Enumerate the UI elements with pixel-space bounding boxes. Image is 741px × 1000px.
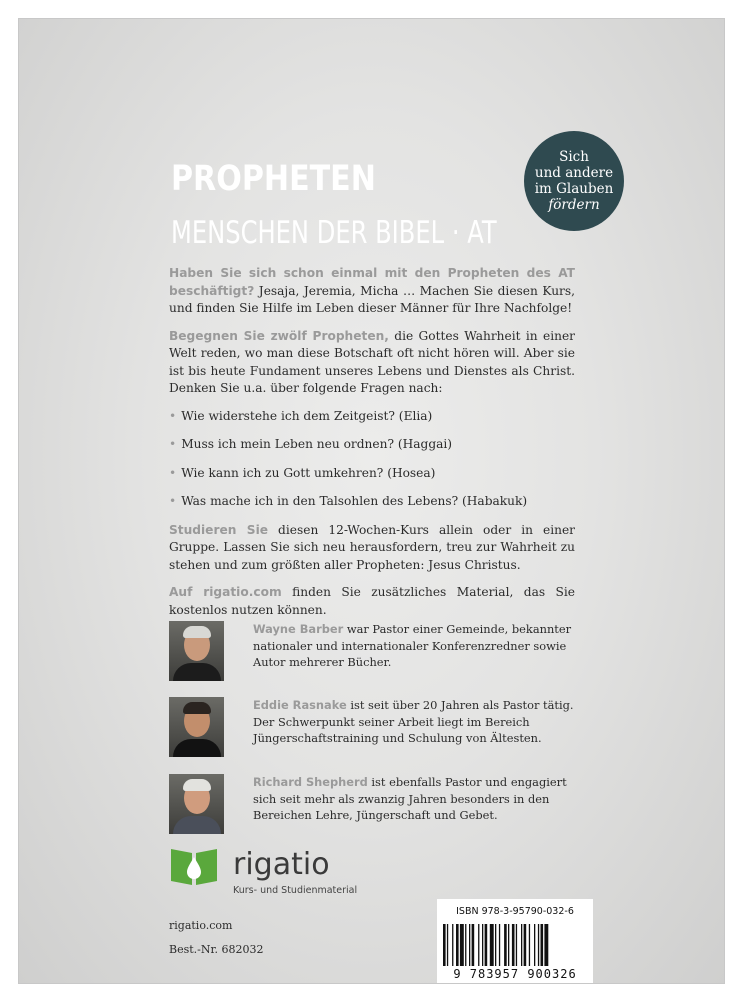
blurb-paragraph [169,328,575,398]
publisher-logo-text: rigatio [233,847,330,882]
list-item: • Wie kann ich zu Gott umkehren? (Hosea) [169,465,436,480]
author-name: Wayne Barber [253,622,344,636]
badge-line: im Glauben [534,181,614,197]
author-eddie-rasnake [169,697,589,759]
book-with-drop-icon [169,845,219,887]
author-bio: Wayne Barber war Pastor einer Gemeinde, bekannter nationaler und internationaler Konferenzredner sowie Autor mehrerer Bücher. [253,622,572,669]
badge-line: Sich [559,149,589,165]
list-item: • Was mache ich in den Talsohlen des Lebens? (Habakuk) [169,494,528,508]
bullet-icon: • [169,465,177,480]
paragraph-text: Jesaja, Jeremia, Micha … Machen Sie diesen Kurs, und finden Sie Hilfe im Leben dieser Männer für Ihre Nachfolge! [169,283,575,315]
author-photo [169,697,224,757]
paragraph-text: diesen 12-Wochen-Kurs allein oder in einer Gruppe. Lassen Sie sich neu herausfordern, treu zur Wahrheit zu stehen und zum größten aller Propheten: Jesus Christus. [169,522,575,572]
publisher-website: rigatio.com [169,919,233,932]
list-item: • Wie widerstehe ich dem Zeitgeist? (Elia) [169,408,433,423]
author-richard-shepherd [169,774,589,836]
paragraph-text: die Gottes Wahrheit in einer Welt reden, wo man diese Botschaft oft nicht hören will. Aber sie ist bis heute Fundament unseres Lebens und Dienstes als Christ. Denken Sie u.a. über folgende Fragen nach: [169,328,575,395]
series-badge [524,131,624,231]
blurb-paragraph [169,584,575,619]
isbn-label: ISBN 978-3-95790-032-6 [456,906,574,917]
badge-line: fördern [548,197,600,213]
barcode [437,899,593,983]
bullet-icon: • [169,494,177,508]
author-wayne-barber [169,621,589,683]
barcode-bars [443,924,587,966]
blurb-paragraph [169,265,575,318]
bullet-icon: • [169,408,177,423]
bullet-icon: • [169,437,177,451]
question-list [169,408,575,511]
author-name: Eddie Rasnake [253,698,347,712]
badge-line: und andere [534,165,614,181]
book-subtitle: MENSCHEN DER BIBEL · AT [171,215,497,251]
author-photo [169,774,224,834]
author-bio: Richard Shepherd ist ebenfalls Pastor und engagiert sich seit mehr als zwanzig Jahren besonders in den Bereichen Lehre, Jüngerschaft und Gebet. [253,775,567,822]
paragraph-text: finden Sie zusätzliches Material, das Sie kostenlos nutzen können. [169,585,575,617]
book-title: PROPHETEN [171,159,376,199]
paragraph-lead: Auf rigatio.com [169,585,282,599]
blurb-paragraph [169,522,575,575]
blurb [169,265,575,629]
paragraph-lead: Haben Sie sich schon einmal mit den Propheten des AT beschäftigt? [169,266,575,298]
book-back-cover [18,18,725,984]
paragraph-lead: Studieren Sie [169,522,269,537]
barcode-number: 9 783957 900326 [453,967,577,981]
author-photo [169,621,224,681]
publisher-tagline: Kurs- und Studienmaterial [233,885,358,896]
author-bio: Eddie Rasnake ist seit über 20 Jahren als Pastor tätig. Der Schwerpunkt seiner Arbeit liegt im Bereich Jüngerschaftstraining und Schulung von Ältesten. [253,698,574,745]
author-name: Richard Shepherd [253,775,368,789]
order-number: Best.-Nr. 682032 [169,943,264,956]
paragraph-lead: Begegnen Sie zwölf Propheten, [169,328,389,343]
list-item: • Muss ich mein Leben neu ordnen? (Haggai) [169,437,453,451]
